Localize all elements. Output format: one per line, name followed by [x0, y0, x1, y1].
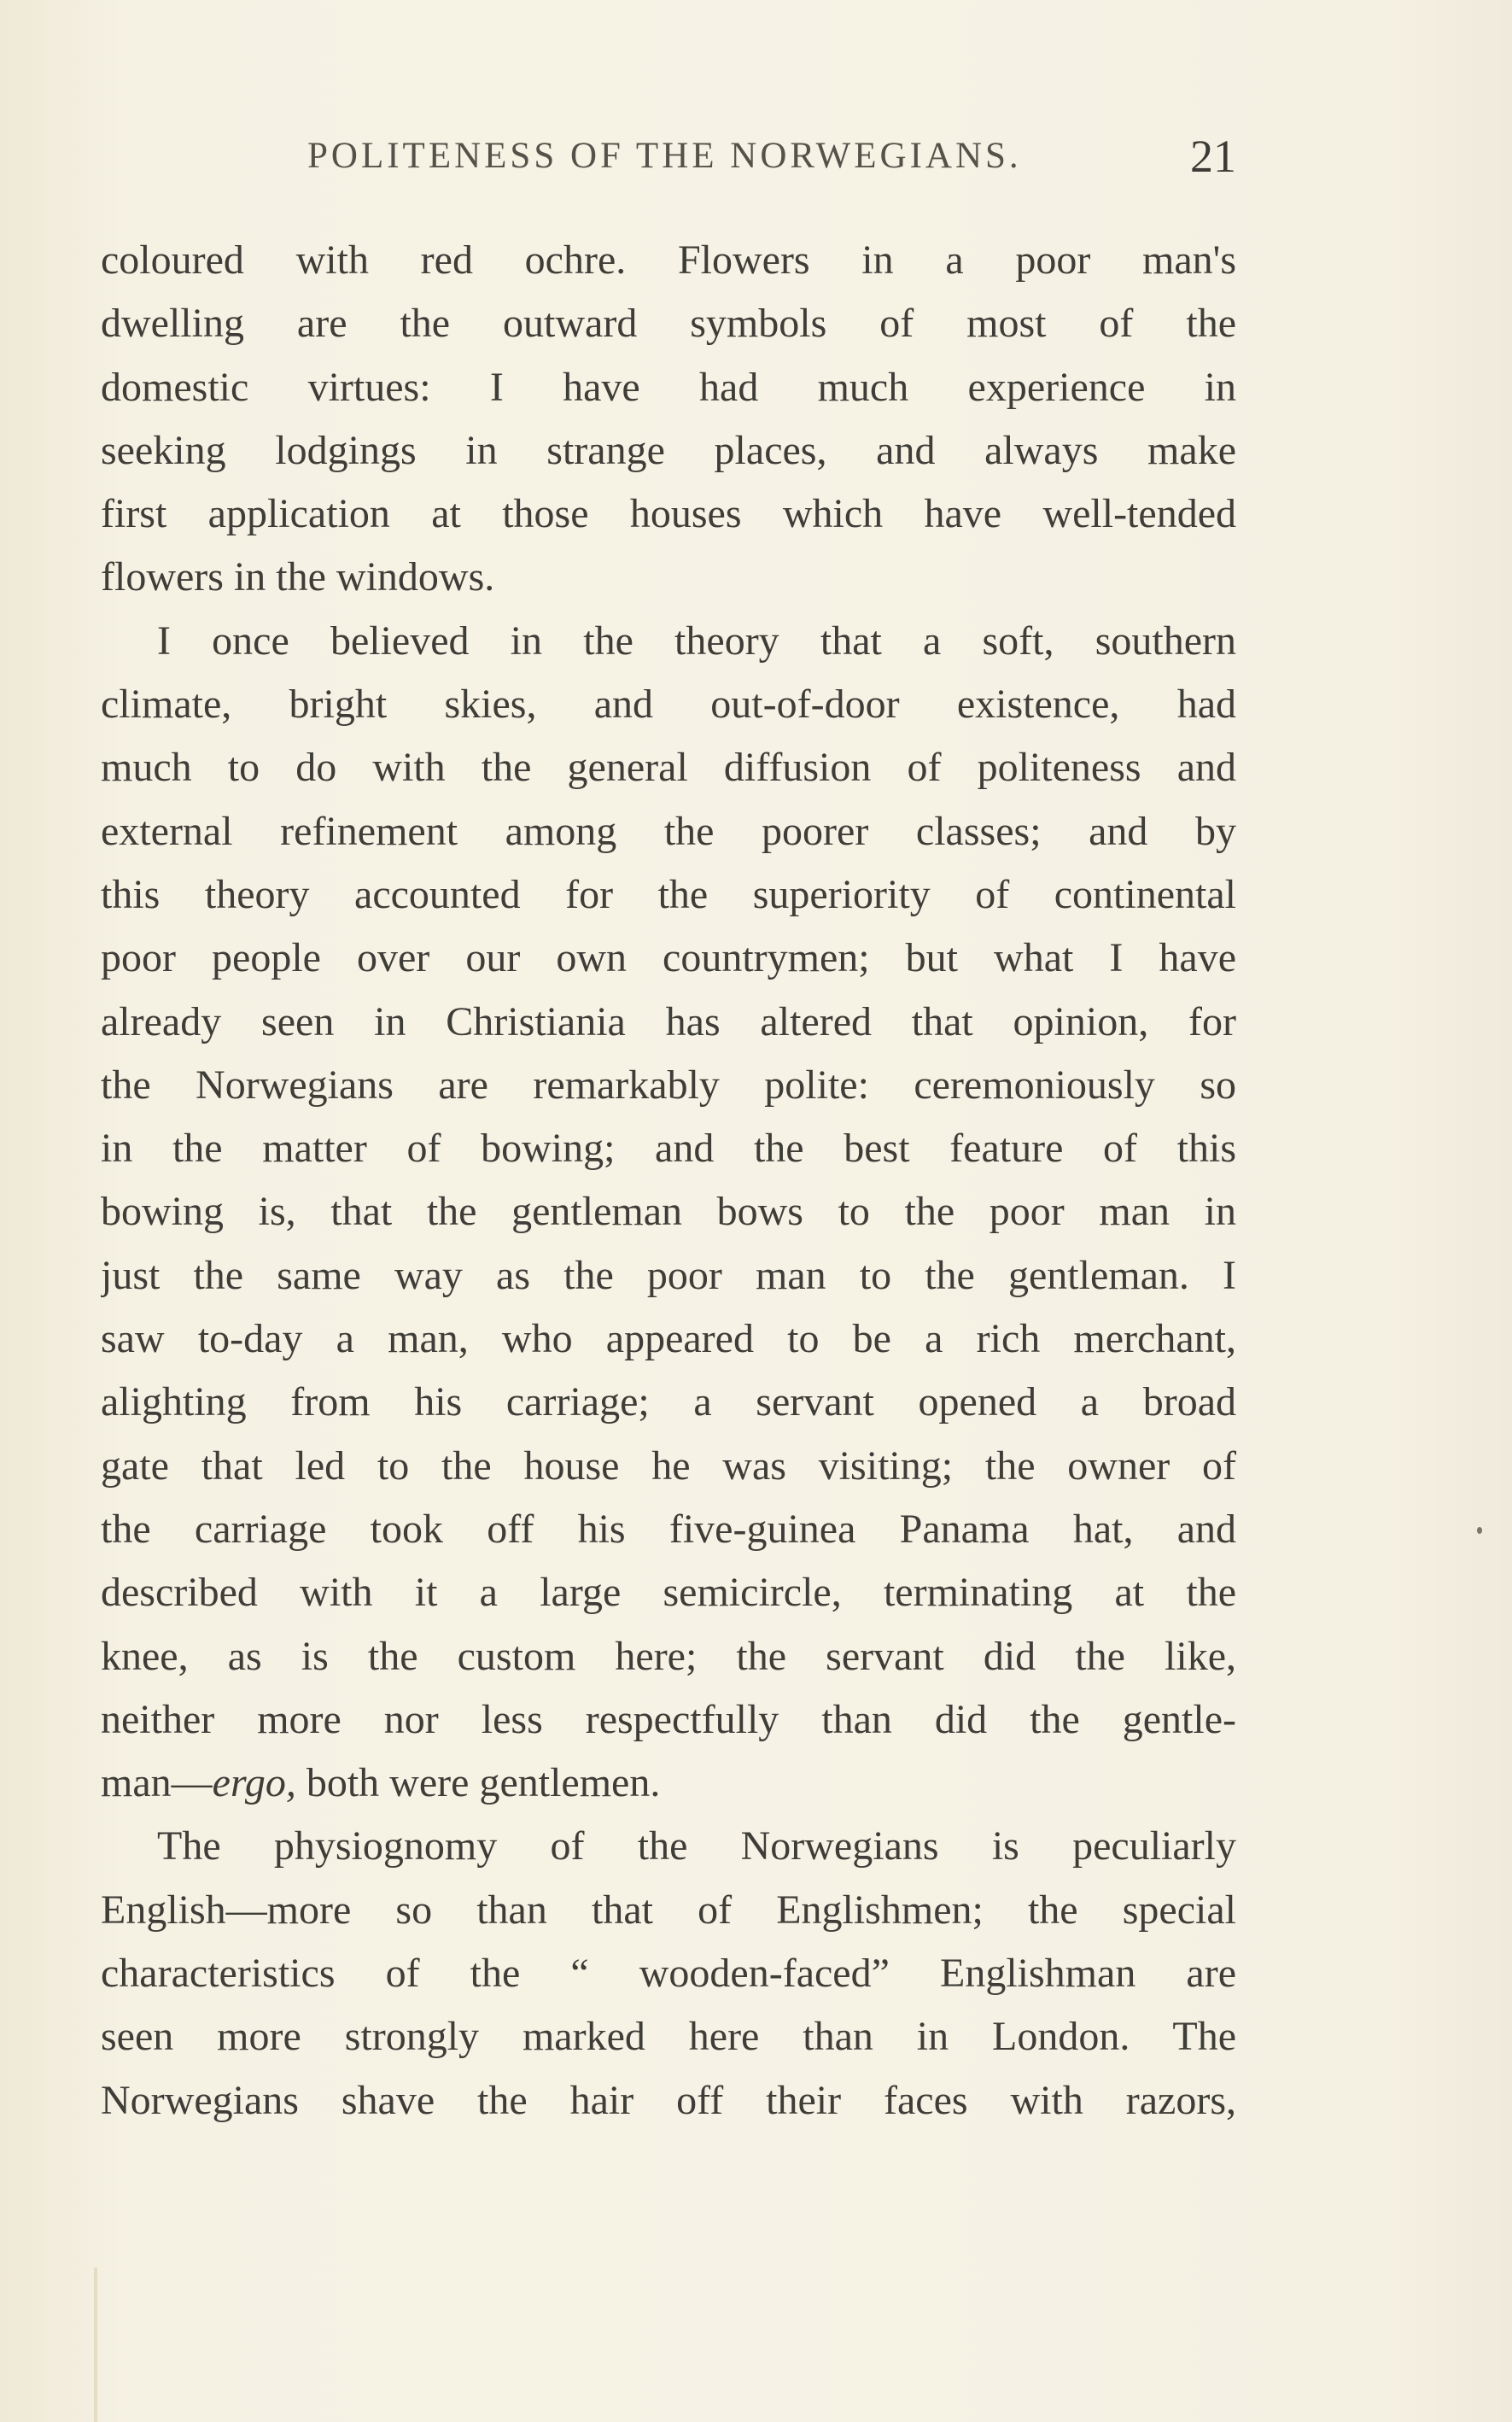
text-line: saw to-day a man, who appeared to be a rich merchant, [101, 1316, 1236, 1362]
text-line: climate, bright skies, and out-of-door existence, had [101, 682, 1236, 728]
text-line: much to do with the general diffusion of politeness and [101, 745, 1236, 791]
text-line: flowers in the windows. [101, 554, 495, 600]
text-line: this theory accounted for the superiority of continental [101, 871, 1236, 917]
text-line: Norwegians shave the hair off their faces with razors, [101, 2077, 1236, 2123]
text-line: poor people over our own countrymen; but what I have [101, 935, 1236, 981]
line-text-before-italic: man— [101, 1760, 213, 1806]
text-line-with-italic [101, 1752, 1236, 1815]
paragraph-start-line: I once believed in the theory that a soft, southern [157, 617, 1236, 664]
page-number: 21 [1190, 131, 1236, 182]
line-text-after-italic: both were gentlemen. [295, 1760, 661, 1806]
text-line: in the matter of bowing; and the best feature of this [101, 1126, 1236, 1172]
text-line: characteristics of the “ wooden-faced” Englishman are [101, 1951, 1236, 1997]
running-title: POLITENESS OF THE NORWEGIANS. [307, 136, 1022, 176]
text-line: seen more strongly marked here than in London. The [101, 2014, 1236, 2060]
body-text [101, 229, 1236, 2132]
text-line: just the same way as the poor man to the gentleman. I [101, 1252, 1236, 1298]
italic-word: ergo, [212, 1760, 296, 1806]
text-line: coloured with red ochre. Flowers in a poor man's [101, 237, 1236, 283]
text-line: bowing is, that the gentleman bows to the poor man in [101, 1189, 1236, 1235]
page-fold-mark [94, 2267, 97, 2422]
paragraph-start-line: The physiognomy of the Norwegians is peculiarly [157, 1823, 1236, 1869]
text-line: dwelling are the outward symbols of most of the [101, 301, 1236, 347]
text-line: seeking lodgings in strange places, and always make [101, 427, 1236, 473]
text-line: knee, as is the custom here; the servant did the like, [101, 1633, 1236, 1679]
text-line: the carriage took off his five-guinea Panama hat, and [101, 1506, 1236, 1552]
text-line: neither more nor less respectfully than did the gentle- [101, 1696, 1236, 1742]
text-line: first application at those houses which have well-tended [101, 491, 1236, 537]
text-line: already seen in Christiania has altered that opinion, for [101, 998, 1236, 1044]
text-line: domestic virtues: I have had much experience in [101, 364, 1236, 410]
text-line: external refinement among the poorer classes; and by [101, 808, 1236, 854]
text-line: described with it a large semicircle, terminating at the [101, 1570, 1236, 1616]
text-line: alighting from his carriage; a servant opened a broad [101, 1379, 1236, 1425]
ink-speck [1477, 1527, 1482, 1534]
text-line: gate that led to the house he was visiting; the owner of [101, 1442, 1236, 1489]
text-line: the Norwegians are remarkably polite: ceremoniously so [101, 1062, 1236, 1108]
running-head [101, 131, 1236, 195]
text-line: English—more so than that of Englishmen; the special [101, 1887, 1236, 1933]
